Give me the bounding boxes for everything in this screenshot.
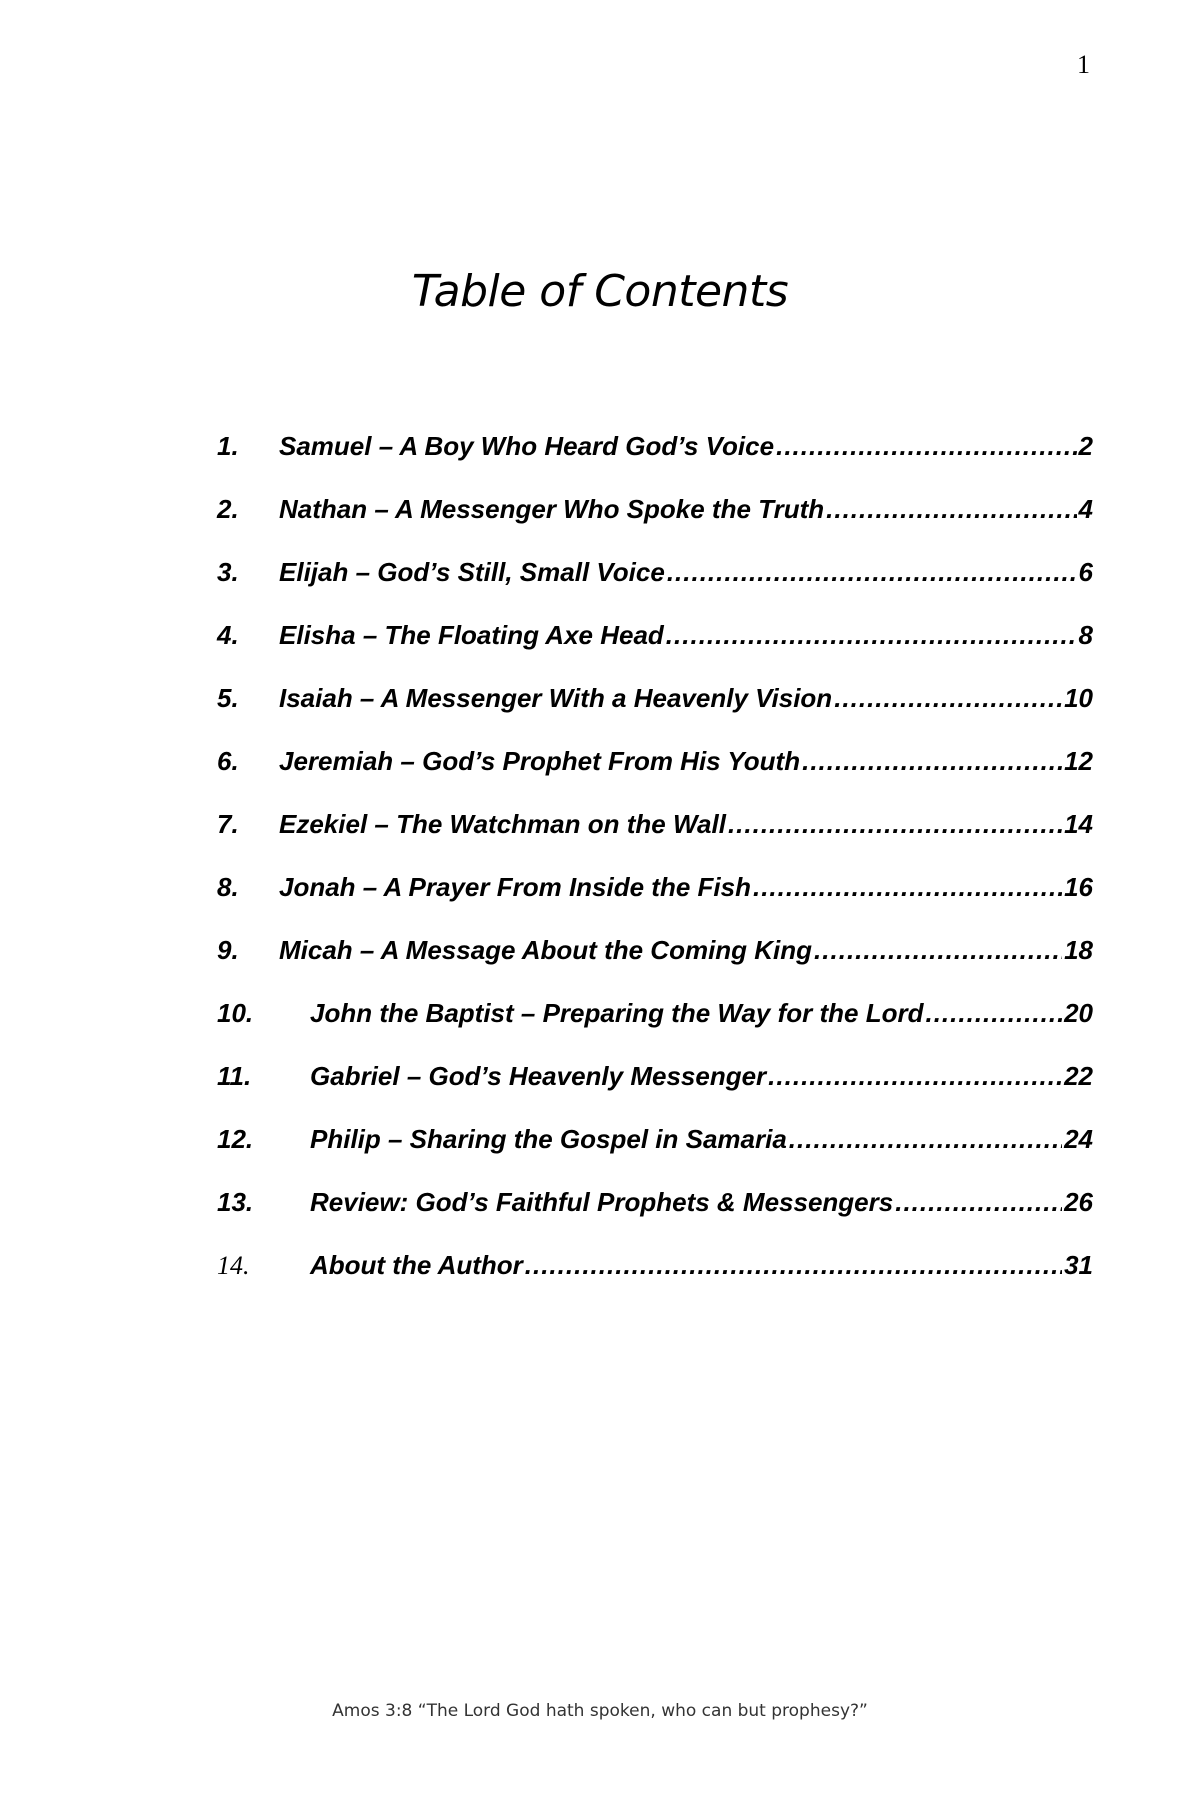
toc-dot-leader — [834, 685, 1062, 711]
toc-dot-leader — [789, 1126, 1062, 1152]
toc-entry-page: 14 — [1064, 809, 1093, 839]
toc-entry-page: 8 — [1078, 620, 1093, 650]
toc-dot-leader — [925, 1000, 1062, 1026]
toc-entry-page: 2 — [1078, 431, 1093, 461]
toc-entry[interactable] — [217, 433, 1093, 496]
toc-dot-leader — [667, 559, 1077, 585]
toc-dot-leader — [666, 622, 1077, 648]
footer-scripture-quote: Amos 3:8 “The Lord God hath spoken, who can but prophesy?” — [332, 1701, 868, 1721]
toc-dot-leader — [525, 1252, 1062, 1278]
toc-entry-number: 11. — [217, 1061, 252, 1091]
toc-entry-number: 5. — [217, 683, 239, 713]
toc-entry-title: Nathan – A Messenger Who Spoke the Truth — [279, 494, 825, 524]
toc-entry-page: 10 — [1064, 683, 1093, 713]
toc-entry-number: 9. — [217, 935, 239, 965]
toc-entry-page: 18 — [1064, 935, 1093, 965]
toc-entry-title: John the Baptist – Preparing the Way for the Lord — [310, 998, 924, 1028]
toc-entry[interactable] — [217, 937, 1093, 1000]
toc-entry[interactable] — [217, 1000, 1093, 1063]
toc-entry-number: 4. — [217, 620, 239, 650]
toc-entry-page: 16 — [1064, 872, 1093, 902]
toc-entry[interactable] — [217, 496, 1093, 559]
toc-dot-leader — [776, 433, 1076, 459]
toc-entry[interactable] — [217, 685, 1093, 748]
toc-entry[interactable] — [217, 1063, 1093, 1126]
toc-entry-number: 3. — [217, 557, 239, 587]
toc-entry-title: Elijah – God’s Still, Small Voice — [279, 557, 665, 587]
toc-dot-leader — [768, 1063, 1062, 1089]
toc-entry-title: Ezekiel – The Watchman on the Wall — [279, 809, 726, 839]
toc-entry-title: Isaiah – A Messenger With a Heavenly Vision — [279, 683, 833, 713]
toc-entry-title: Jeremiah – God’s Prophet From His Youth — [279, 746, 801, 776]
toc-entry-title: Micah – A Message About the Coming King — [279, 935, 813, 965]
toc-entry-page: 12 — [1064, 746, 1093, 776]
toc-entry[interactable] — [217, 748, 1093, 811]
toc-entry[interactable] — [217, 874, 1093, 937]
toc-entry-page: 20 — [1064, 998, 1093, 1028]
toc-entry-title: Samuel – A Boy Who Heard God’s Voice — [279, 431, 775, 461]
toc-entry[interactable] — [217, 622, 1093, 685]
toc-entry-title: Philip – Sharing the Gospel in Samaria — [310, 1124, 787, 1154]
toc-entry[interactable] — [217, 559, 1093, 622]
toc-dot-leader — [728, 811, 1062, 837]
toc-entry-page: 4 — [1078, 494, 1093, 524]
toc-entry-number: 14. — [217, 1251, 250, 1280]
toc-entry-page: 6 — [1078, 557, 1093, 587]
toc-entry-title: Jonah – A Prayer From Inside the Fish — [279, 872, 751, 902]
toc-entry-title: Gabriel – God’s Heavenly Messenger — [310, 1061, 767, 1091]
toc-entry-title: About the Author — [310, 1250, 523, 1280]
toc-entry-title: Elisha – The Floating Axe Head — [279, 620, 664, 650]
toc-dot-leader — [826, 496, 1076, 522]
toc-entry-number: 13. — [217, 1187, 254, 1217]
toc-entry[interactable] — [217, 1126, 1093, 1189]
toc-dot-leader — [814, 937, 1062, 963]
toc-entry-title: Review: God’s Faithful Prophets & Messengers — [310, 1187, 894, 1217]
toc-entry-number: 2. — [217, 494, 239, 524]
toc-entry-page: 31 — [1064, 1250, 1093, 1280]
toc-entry-page: 24 — [1064, 1124, 1093, 1154]
toc-dot-leader — [895, 1189, 1062, 1215]
toc-entry-number: 1. — [217, 431, 239, 461]
page-title: Table of Contents — [411, 266, 789, 317]
toc-entry-number: 10. — [217, 998, 254, 1028]
toc-entry-number: 6. — [217, 746, 239, 776]
toc-dot-leader — [753, 874, 1062, 900]
table-of-contents — [217, 433, 1093, 1315]
toc-entry-number: 8. — [217, 872, 239, 902]
toc-entry-number: 7. — [217, 809, 239, 839]
toc-entry[interactable] — [217, 811, 1093, 874]
toc-dot-leader — [802, 748, 1062, 774]
toc-entry[interactable] — [217, 1189, 1093, 1252]
toc-entry-page: 22 — [1064, 1061, 1093, 1091]
toc-entry-page: 26 — [1064, 1187, 1093, 1217]
page-number: 1 — [1077, 50, 1090, 79]
toc-entry[interactable] — [217, 1252, 1093, 1315]
toc-entry-number: 12. — [217, 1124, 254, 1154]
